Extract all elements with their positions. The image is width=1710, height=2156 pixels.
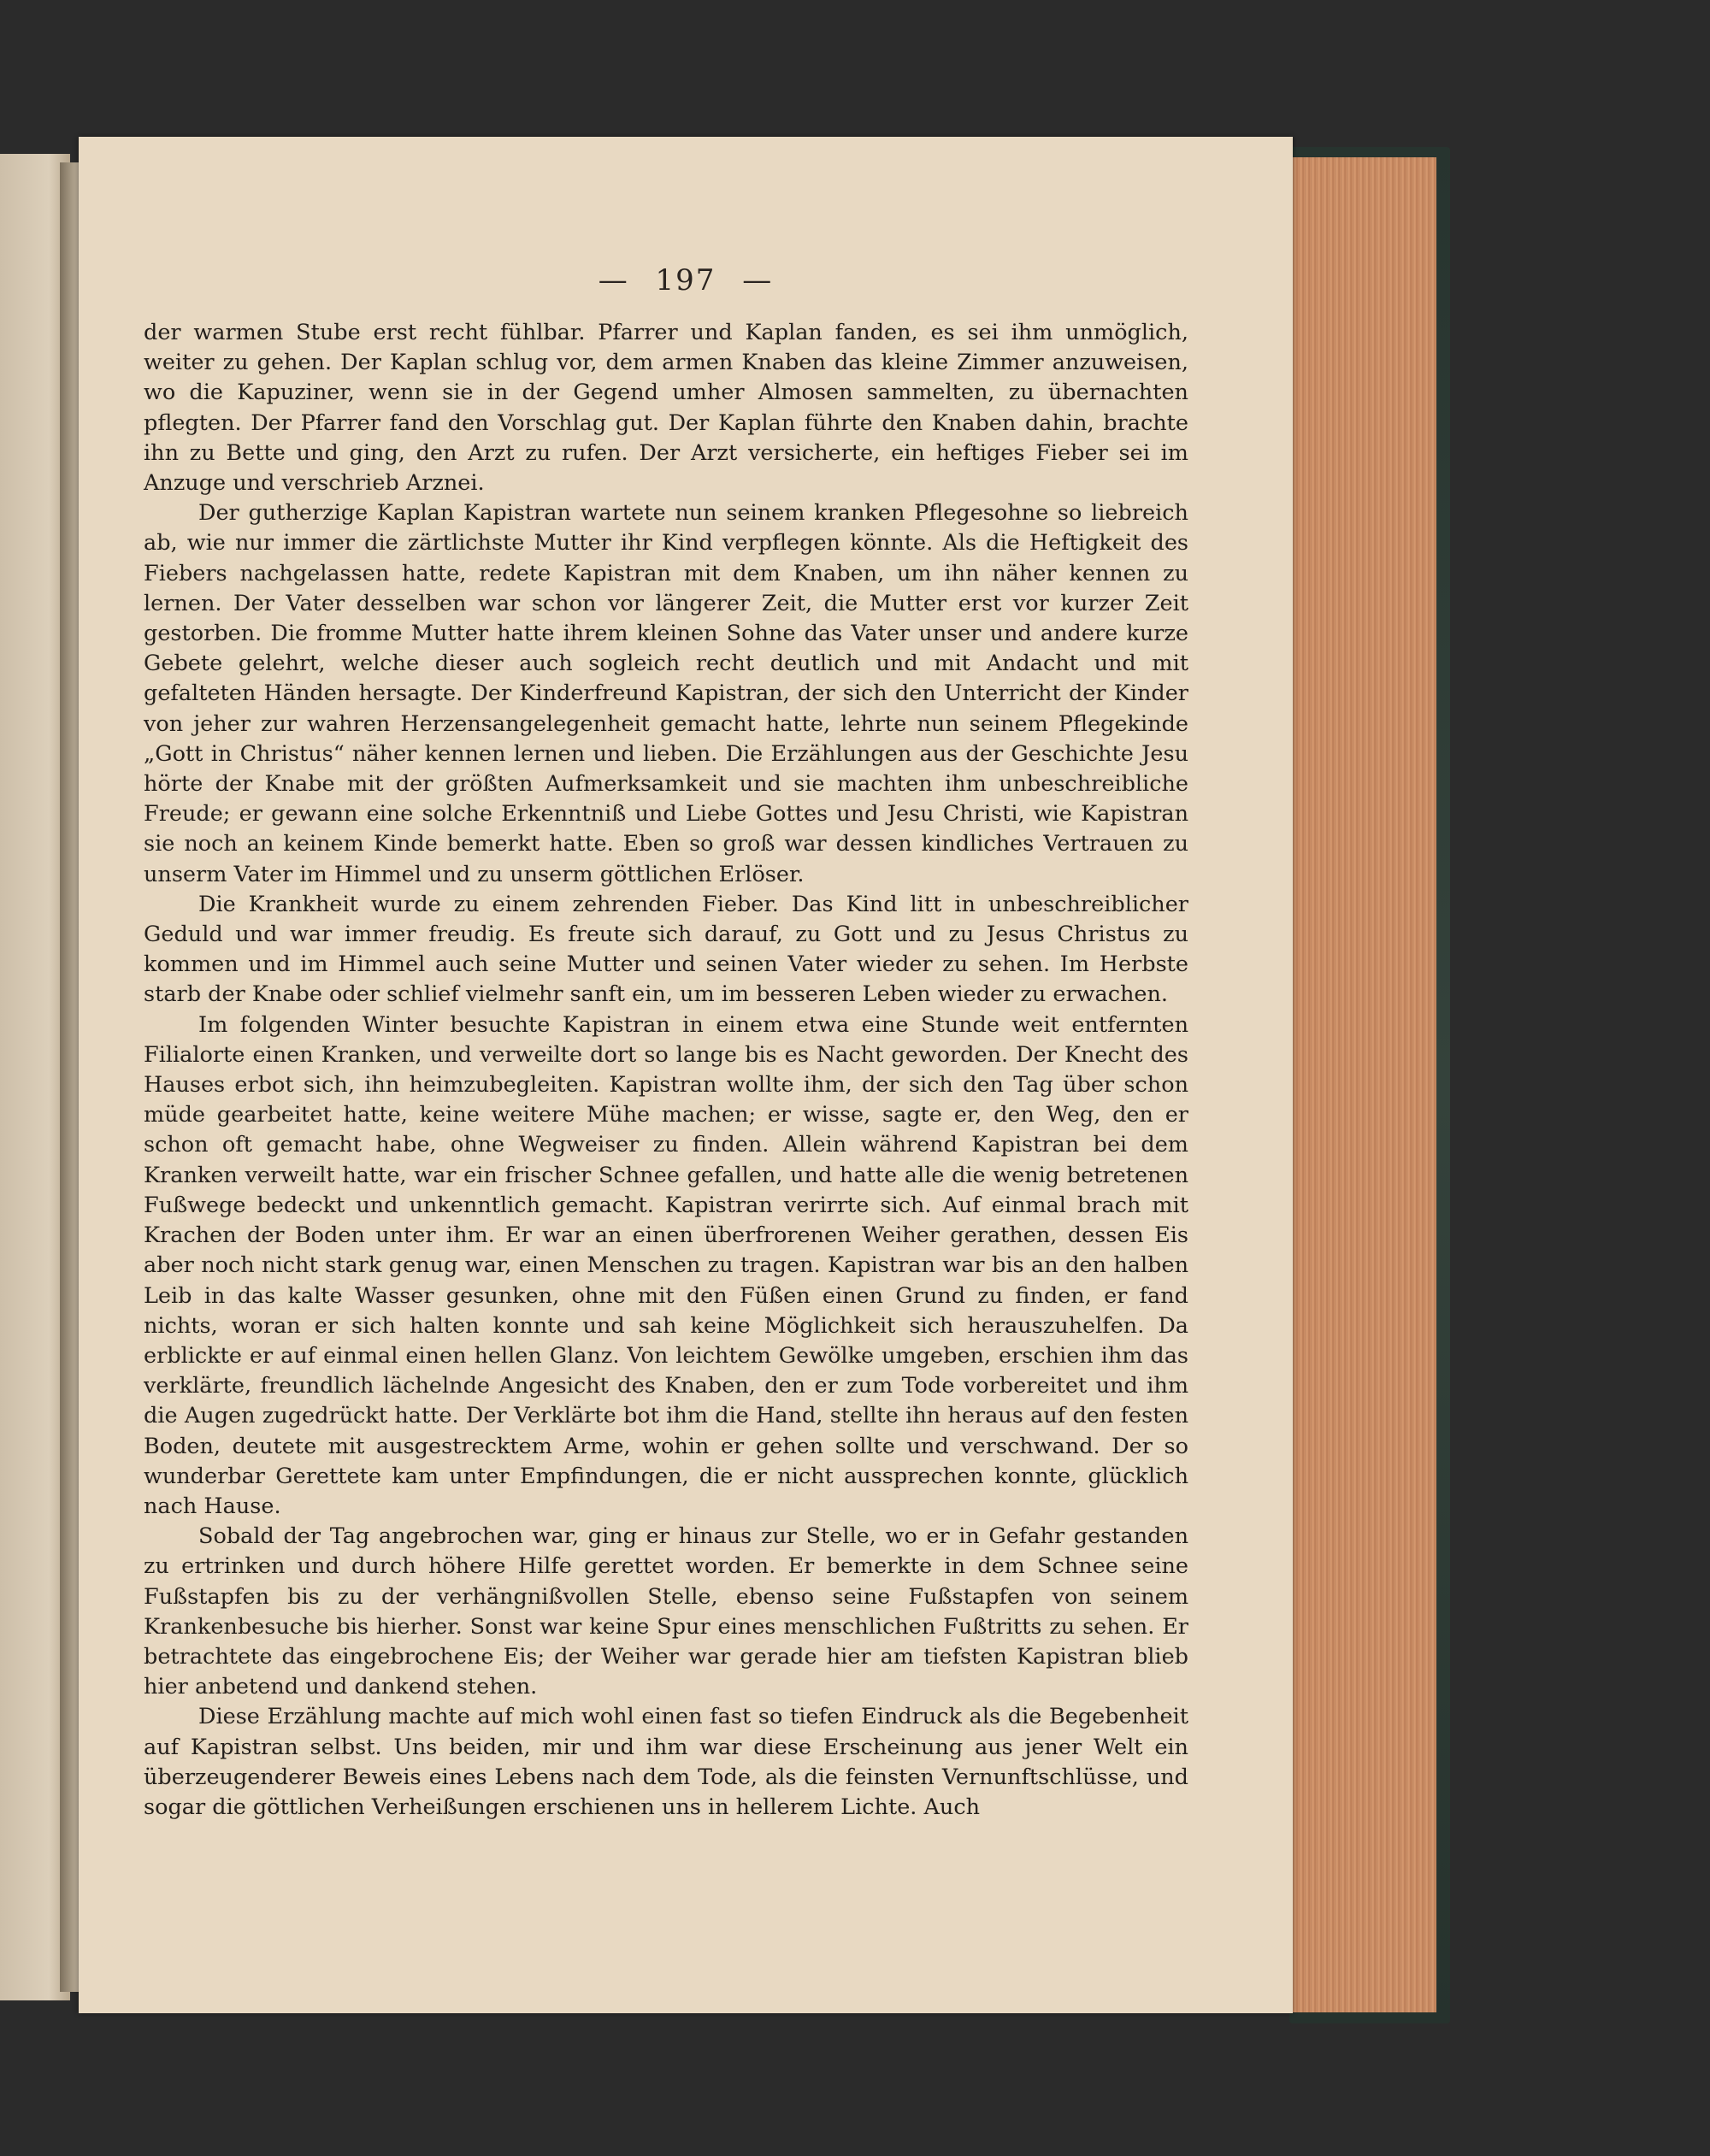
header-dash-right: — — [742, 263, 774, 297]
header-dash-left: — — [598, 263, 629, 297]
paragraph-1: der warmen Stube erst recht fühlbar. Pfarrer und Kaplan fanden, es sei ihm unmöglich, weiter zu gehen. Der Kaplan schlug vor, dem armen Knaben das kleine Zimmer anzuweisen, wo die Kapuziner, wenn sie in der Gegend umher Almosen sammelten, zu übernachten pflegten. Der Pfarrer fand den Vorschlag gut. Der Kaplan führte den Knaben dahin, brachte ihn zu Bette und ging, den Arzt zu rufen. Der Arzt versicherte, ein heftiges Fieber sei im Anzuge und verschrieb Arznei. — [144, 320, 1188, 497]
body-text — [144, 318, 1188, 1823]
page-stack-edge — [1287, 157, 1436, 2012]
paragraph-2: Der gutherzige Kaplan Kapistran wartete nun seinem kranken Pflegesohne so liebreich ab, wie nur immer die zärtlichste Mutter ihr Kind verpflegen könnte. Als die Heftigkeit des Fiebers nachgelassen hatte, redete Kapistran mit dem Knaben, um ihn näher kennen zu lernen. Der Vater desselben war schon vor längerer Zeit, die Mutter erst vor kurzer Zeit gestorben. Die fromme Mutter hatte ihrem kleinen Sohne das Vater unser und andere kurze Gebete gelehrt, welche dieser auch sogleich recht deutlich und mit Andacht und mit gefalteten Händen hersagte. Der Kinderfreund Kapistran, der sich den Unterricht der Kinder von jeher zur wahren Herzensangelegenheit gemacht hatte, lehrte nun seinem Pflegekinde „Gott in Christus“ näher kennen lernen und lieben. Die Erzählungen aus der Geschichte Jesu hörte der Knabe mit der größten Aufmerksamkeit und sie machten ihm unbeschreibliche Freude; er gewann eine solche Erkenntniß und Liebe Gottes und Jesu Christi, wie Kapistran sie noch an keinem Kinde bemerkt hatte. Eben so groß war dessen kindliches Vertrauen zu unserm Vater im Himmel und zu unserm göttlichen Erlöser. — [144, 500, 1188, 887]
paragraph-6: Diese Erzählung machte auf mich wohl einen fast so tiefen Eindruck als die Begebenheit auf Kapistran selbst. Uns beiden, mir und ihm war diese Erscheinung aus jener Welt ein überzeugenderer Beweis eines Lebens nach dem Tode, als die feinsten Vernunftschlüsse, und sogar die göttlichen Verheißungen erschienen uns in hellerem Lichte. Auch — [144, 1704, 1188, 1820]
page-header — [79, 263, 1293, 297]
paragraph-4: Im folgenden Winter besuchte Kapistran in einem etwa eine Stunde weit entfernten Filialorte einen Kranken, und verweilte dort so lange bis es Nacht geworden. Der Knecht des Hauses erbot sich, ihn heimzubegleiten. Kapistran wollte ihm, der sich den Tag über schon müde gearbeitet hatte, keine weitere Mühe machen; er wisse, sagte er, den Weg, den er schon oft gemacht habe, ohne Wegweiser zu finden. Allein während Kapistran bei dem Kranken verweilt hatte, war ein frischer Schnee gefallen, und hatte alle die wenig betretenen Fußwege bedeckt und unkenntlich gemacht. Kapistran verirrte sich. Auf einmal brach mit Krachen der Boden unter ihm. Er war an einen überfrorenen Weiher gerathen, dessen Eis aber noch nicht stark genug war, einen Menschen zu tragen. Kapistran war bis an den halben Leib in das kalte Wasser gesunken, ohne mit den Füßen einen Grund zu finden, er fand nichts, woran er sich halten konnte und sah keine Möglichkeit sich herauszuhelfen. Da erblickte er auf einmal einen hellen Glanz. Von leichtem Gewölke umgeben, erschien ihm das verklärte, freundlich lächelnde Angesicht des Knaben, den er zum Tode vorbereitet und ihm die Augen zugedrückt hatte. Der Verklärte bot ihm die Hand, stellte ihn heraus auf den festen Boden, deutete mit ausgestrecktem Arme, wohin er gehen sollte und verschwand. Der so wunderbar Gerettete kam unter Empfindungen, die er nicht aussprechen konnte, glücklich nach Hause. — [144, 1011, 1188, 1519]
page-number: 197 — [655, 263, 716, 297]
paragraph-5: Sobald der Tag angebrochen war, ging er hinaus zur Stelle, wo er in Gefahr gestanden zu ertrinken und durch höhere Hilfe gerettet worden. Er bemerkte in dem Schnee seine Fußstapfen bis zu der verhängnißvollen Stelle, ebenso seine Fußstapfen von seinem Krankenbesuche bis hierher. Sonst war keine Spur eines menschlichen Fußtritts zu sehen. Er betrachtete das eingebrochene Eis; der Weiher war gerade hier am tiefsten Kapistran blieb hier anbetend und dankend stehen. — [144, 1523, 1188, 1700]
paragraph-3: Die Krankheit wurde zu einem zehrenden Fieber. Das Kind litt in unbeschreiblicher Geduld und war immer freudig. Es freute sich darauf, zu Gott und zu Jesus Christus zu kommen und im Himmel auch seine Mutter und seinen Vater wieder zu sehen. Im Herbste starb der Knabe oder schlief vielmehr sanft ein, um im besseren Leben wieder zu erwachen. — [144, 891, 1188, 1008]
book-page — [79, 137, 1293, 2013]
